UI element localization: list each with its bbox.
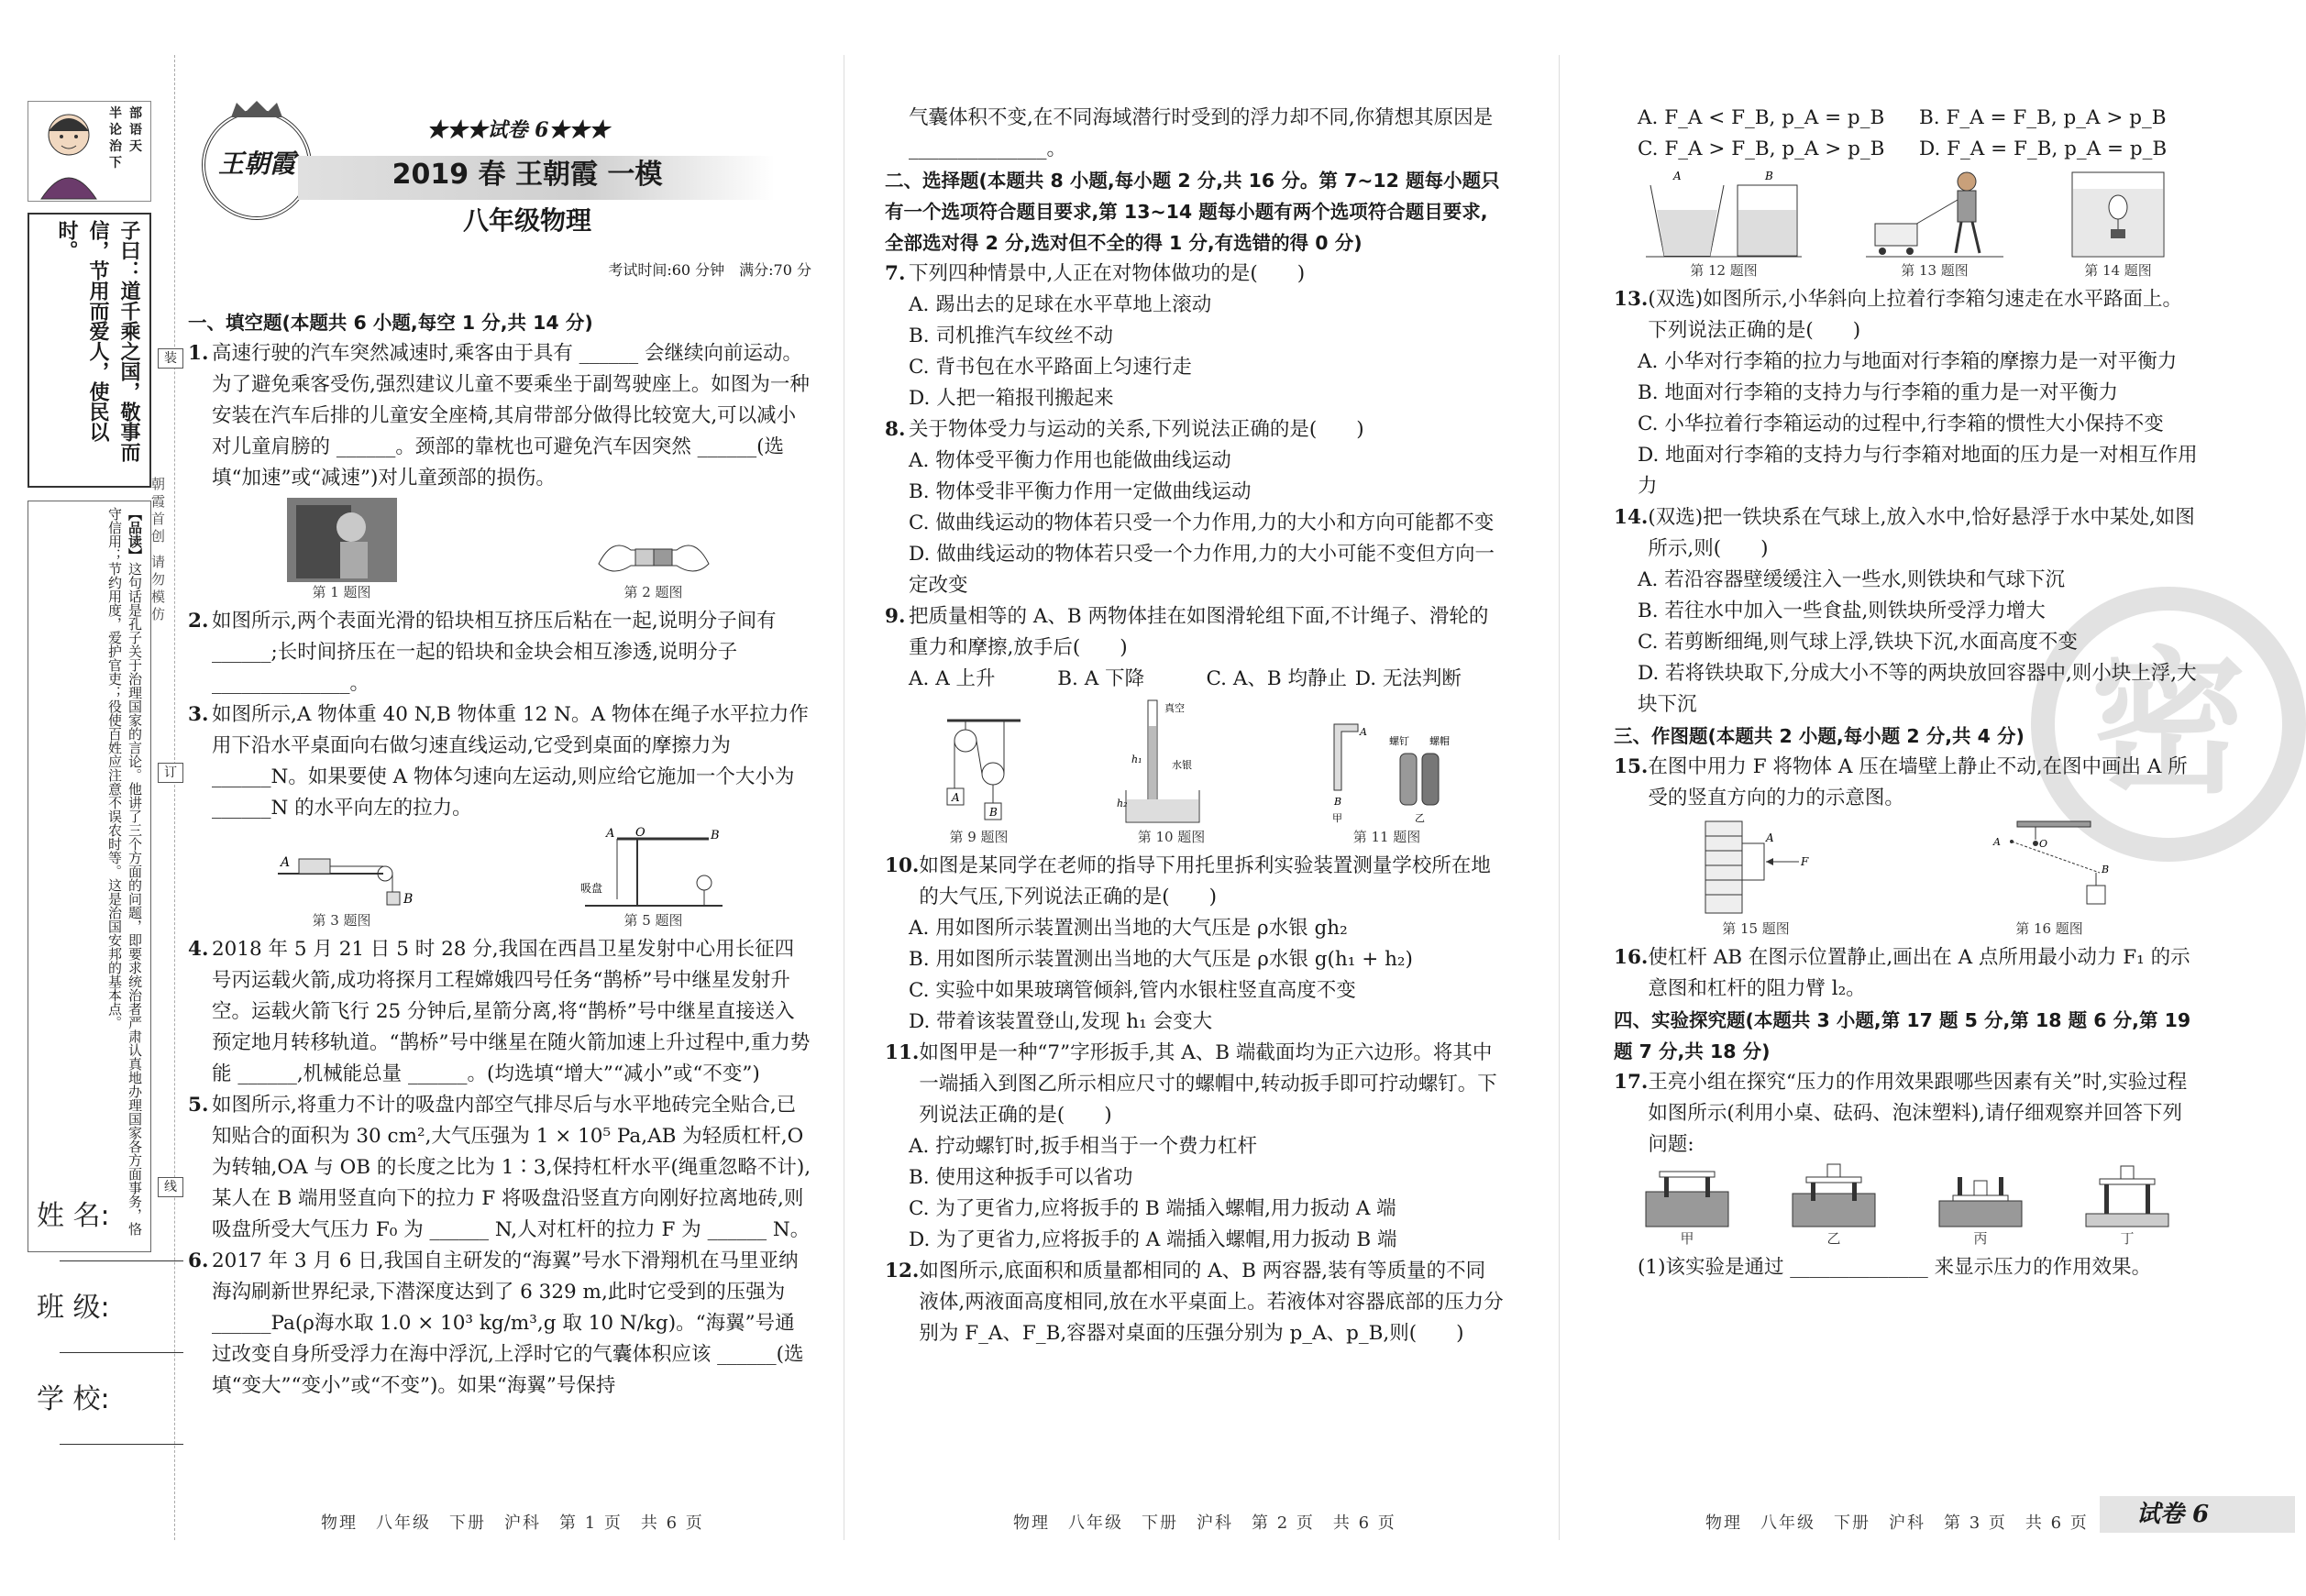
fig-label: 螺钉 — [1388, 735, 1409, 747]
column-2 — [885, 103, 1504, 1349]
section-heading: 四、实验探究题(本题共 3 小题,第 17 题 5 分,第 18 题 6 分,第 19 题 7 分,共 18 分) — [1614, 1009, 2191, 1062]
column-1 — [188, 307, 811, 1402]
balloon-iron-diagram — [2068, 169, 2168, 260]
option[interactable]: D. 为了更省力,应将扳手的 A 端插入螺帽,用力扳动 B 端 — [909, 1228, 1397, 1251]
question-number: 8. — [885, 418, 906, 441]
fig-label: O — [634, 826, 645, 840]
fig-label: B — [988, 806, 998, 819]
options-grid — [1614, 103, 2201, 165]
question-14 — [1614, 502, 2201, 565]
fig-label: B — [1333, 796, 1341, 808]
question-number: 15. — [1614, 755, 1649, 778]
lever-diagram — [1981, 818, 2118, 919]
fig-label: F — [1801, 855, 1809, 868]
question-number: 6. — [188, 1249, 209, 1272]
option[interactable]: B. 用如图所示装置测出当地的大气压是 ρ水银 g(h₁ + h₂) — [909, 948, 1413, 971]
figure-caption: 丙 — [1973, 1230, 1988, 1247]
figure-17-jia — [1637, 1164, 1738, 1249]
question-number: 5. — [188, 1094, 209, 1117]
question-text: 下列四种情景中,人正在对物体做功的是( ) — [909, 262, 1306, 285]
badge-char: 治 — [109, 139, 122, 154]
option[interactable]: A. A 上升 — [909, 667, 996, 690]
school-label: 学 校: — [37, 1383, 110, 1415]
question-text: 如图甲是一种“7”字形扳手,其 A、B 端截面均为正六边形。将其中一端插入到图乙所示相应尺寸的螺帽中,转动扳手即可拧动螺钉。下列说法正确的是( ) — [919, 1041, 1497, 1127]
figure-17-bing — [1930, 1164, 2031, 1249]
figure-caption: 丁 — [2120, 1230, 2135, 1247]
option[interactable]: C. 背书包在水平路面上匀速行走 — [909, 356, 1192, 379]
badge-char: 部 — [129, 106, 142, 121]
option[interactable]: A. 拧动螺钉时,扳手相当于一个费力杠杆 — [909, 1135, 1258, 1158]
seal-char: 装 — [158, 348, 183, 369]
question-11 — [885, 1038, 1504, 1131]
question-2 — [188, 606, 811, 699]
option[interactable]: C. 若剪断细绳,则气球上浮,铁块下沉,水面高度不变 — [1638, 631, 2078, 654]
figure-13 — [1866, 169, 2003, 281]
fig-label: A — [1766, 831, 1774, 844]
question-number: 9. — [885, 605, 906, 628]
option[interactable]: D. 带着该装置登山,发现 h₁ 会变大 — [909, 1010, 1213, 1033]
page-subtitle: 八年级物理 — [462, 205, 591, 236]
corner-label-text: 试卷 6 — [2136, 1501, 2210, 1528]
table-weight-foam-icon — [1783, 1164, 1884, 1228]
figure-1 — [287, 498, 397, 602]
question-17 — [1614, 1067, 2201, 1161]
figure-row — [1614, 169, 2201, 281]
option[interactable]: A. 若沿容器壁缓缓注入一些水,则铁块和气球下沉 — [1638, 568, 2066, 591]
option[interactable]: D. 做曲线运动的物体若只受一个力作用,力的大小可能不变但方向一定改变 — [909, 543, 1495, 597]
logo-crown-icon — [229, 99, 284, 119]
option[interactable]: C. A、B 均静止 — [1206, 667, 1348, 690]
option[interactable]: B. F_A = F_B, p_A > p_B — [1919, 106, 2167, 129]
question-6 — [188, 1246, 811, 1402]
question-15 — [1614, 752, 2201, 814]
options-row — [885, 664, 1504, 695]
question-13 — [1614, 284, 2201, 347]
figure-caption: 第 1 题图 — [312, 584, 371, 600]
pulley-system-diagram — [929, 717, 1030, 827]
table-foam-icon — [1637, 1164, 1738, 1228]
badge-char: 语 — [129, 123, 142, 138]
option[interactable]: A. 小华对行李箱的拉力与地面对行李箱的摩擦力是一对平衡力 — [1638, 350, 2178, 373]
header-banner: ★★★试卷 6★★★ — [426, 118, 610, 142]
question-text: 关于物体受力与运动的关系,下列说法正确的是( ) — [909, 418, 1364, 441]
figure-caption: 第 11 题图 — [1352, 829, 1421, 845]
fig-label: 甲 — [1331, 812, 1342, 824]
question-8 — [885, 414, 1504, 446]
figure-caption: 第 15 题图 — [1722, 920, 1790, 937]
option[interactable]: A. F_A < F_B, p_A = p_B — [1638, 106, 1885, 129]
option[interactable]: D. 无法判断 — [1354, 667, 1462, 690]
figure-row — [885, 699, 1504, 847]
question-text: (双选)如图所示,小华斜向上拉着行李箱匀速走在水平路面上。下列说法正确的是( ) — [1648, 288, 2183, 342]
question-number: 12. — [885, 1260, 920, 1282]
figure-16 — [1981, 818, 2118, 939]
option[interactable]: C. 小华拉着行李箱运动的过程中,行李箱的惯性大小保持不变 — [1638, 413, 2164, 435]
fig-label: B — [403, 892, 413, 907]
option[interactable]: B. A 下降 — [1057, 667, 1145, 690]
fig-label: 乙 — [1414, 812, 1425, 824]
exam-info: 考试时间:60 分钟 满分:70 分 — [608, 261, 811, 279]
figure-caption: 第 10 题图 — [1137, 829, 1206, 845]
question-number: 3. — [188, 703, 209, 726]
question-16 — [1614, 942, 2201, 1005]
question-text: 高速行驶的汽车突然减速时,乘客由于具有 ______ 会继续向前运动。为了避免乘客受伤,强烈建议儿童不要乘坐于副驾驶座上。如图为一种安装在汽车后排的儿童安全座椅,其肩带部分做得比较宽大,可以减小对儿童肩膀的 ______。颈部的靠枕也可避免汽车因突然 ______(选填“加速”或“减速”)对儿童颈部的损伤。 — [212, 342, 810, 490]
figure-3 — [273, 846, 411, 930]
figure-5 — [580, 828, 727, 930]
figure-caption: 第 2 题图 — [623, 584, 683, 600]
section-heading: 二、选择题(本题共 8 小题,每小题 2 分,共 16 分。第 7~12 题每小题只有一个选项符合题目要求,第 13~14 题每小题有两个选项符合题目要求,全部选对得 2 分,选对但不全的得 1 分,有选错的得 0 分) — [885, 170, 1500, 254]
figure-caption: 第 3 题图 — [312, 912, 371, 929]
side-note: 朝霞首创 请勿模仿 — [149, 477, 166, 624]
figure-caption: 第 9 题图 — [949, 829, 1009, 845]
option[interactable]: B. 地面对行李箱的支持力与行李箱的重力是一对平衡力 — [1638, 381, 2118, 404]
option[interactable]: D. 人把一箱报刊搬起来 — [909, 387, 1114, 410]
pindu-text: 这句话是孔子关于治理国家的言论。他讲了三个方面的问题，即要求统治者严肃认真地办理国家各方面事务，恪守信用；节约用度，爱护官吏；役使百姓应注意不误农时等。这是治国安邦的基本点。 — [106, 507, 143, 1236]
option[interactable]: B. 使用这种扳手可以省功 — [909, 1166, 1133, 1189]
question-4 — [188, 934, 811, 1090]
question-number: 4. — [188, 938, 209, 961]
option[interactable]: A. 踢出去的足球在水平草地上滚动 — [909, 293, 1212, 316]
question-number: 11. — [885, 1041, 920, 1064]
figure-14 — [2068, 169, 2168, 281]
page-footer: 物理 八年级 下册 沪科 第 3 页 共 6 页 — [1705, 1513, 2089, 1533]
figure-15 — [1696, 818, 1815, 939]
question-number: 10. — [885, 854, 920, 877]
question-number: 1. — [188, 342, 209, 365]
lever-suction-diagram — [580, 828, 727, 910]
page-footer: 物理 八年级 下册 沪科 第 1 页 共 6 页 — [321, 1513, 704, 1533]
containers-diagram — [1646, 169, 1802, 260]
question-17-part-1: (1)该实验是通过 ______________ 来显示压力的作用效果。 — [1638, 1256, 2152, 1279]
figure-10 — [1117, 699, 1227, 847]
page-footer: 物理 八年级 下册 沪科 第 2 页 共 6 页 — [1013, 1513, 1396, 1533]
figure-row — [1614, 818, 2201, 939]
figure-caption: 第 12 题图 — [1690, 262, 1758, 279]
option[interactable]: D. 若将铁块取下,分成大小不等的两块放回容器中,则小块上浮,大块下沉 — [1638, 662, 2197, 716]
fig-label: B — [710, 829, 720, 842]
sidebar — [28, 101, 156, 1568]
fig-label: A — [1673, 170, 1682, 182]
question-9 — [885, 601, 1504, 664]
fig-label: 水银 — [1171, 759, 1192, 771]
figure-caption: 第 5 题图 — [623, 912, 683, 929]
figure-caption: 甲 — [1680, 1230, 1694, 1247]
column-3 — [1614, 103, 2201, 1283]
figure-caption: 第 14 题图 — [2084, 262, 2152, 279]
option[interactable]: B. 司机推汽车纹丝不动 — [909, 325, 1113, 347]
brick-wall-diagram — [1696, 818, 1815, 919]
fig-label: O — [2039, 838, 2048, 850]
question-text: 气囊体积不变,在不同海域潜行时受到的浮力却不同,你猜想其原因是 ______________。 — [909, 106, 1494, 160]
question-3 — [188, 699, 811, 824]
seal-char: 线 — [158, 1177, 183, 1197]
page-title: 2019 春 王朝霞 一模 — [392, 159, 663, 191]
pulley-table-diagram — [273, 846, 411, 910]
girl-suitcase-icon — [1866, 169, 2003, 260]
name-label: 姓 名: — [37, 1200, 110, 1232]
scholar-portrait-icon — [30, 104, 108, 201]
section-heading: 一、填空题(本题共 6 小题,每空 1 分,共 14 分) — [188, 312, 593, 334]
corner-label — [2100, 1496, 2295, 1533]
question-number: 13. — [1614, 288, 1649, 311]
figure-12 — [1646, 169, 1802, 281]
option[interactable]: C. 做曲线运动的物体若只受一个力作用,力的大小和方向可能都不变 — [909, 512, 1495, 534]
question-number: 7. — [885, 262, 906, 285]
fig-label: A — [280, 855, 290, 870]
figure-17-ding — [2077, 1164, 2178, 1249]
question-text: 如图所示,A 物体重 40 N,B 物体重 12 N。A 物体在绳子水平拉力作用下沿水平桌面向右做匀速直线运动,它受到桌面的摩擦力为 ______N。如果要使 A 物体匀速向左运动,则应给它施加一个大小为 ______N 的水平向左的拉力。 — [212, 703, 809, 820]
pindu-label: 【品读】 — [127, 507, 143, 562]
figure-row — [188, 828, 811, 930]
fig-label: h₂ — [1116, 798, 1127, 809]
fig-label: 螺帽 — [1429, 735, 1450, 747]
question-5 — [188, 1090, 811, 1246]
figure-11 — [1314, 717, 1461, 847]
option[interactable]: D. F_A = F_B, p_A = p_B — [1919, 138, 2168, 160]
question-1 — [188, 338, 811, 494]
sidebar-badge — [28, 101, 151, 202]
fig-label: A — [1359, 726, 1367, 738]
header — [188, 101, 811, 279]
question-number: 2. — [188, 610, 209, 633]
child-car-seat-photo-icon — [287, 498, 397, 582]
figure-caption: 第 13 题图 — [1901, 262, 1969, 279]
figure-17-yi — [1783, 1164, 1884, 1249]
badge-char: 天 — [129, 139, 142, 154]
class-field[interactable] — [60, 1352, 183, 1353]
question-7 — [885, 259, 1504, 290]
option[interactable]: C. 为了更省力,应将扳手的 B 端插入螺帽,用力扳动 A 端 — [909, 1197, 1396, 1220]
question-12 — [885, 1256, 1504, 1349]
question-text: 如图是某同学在老师的指导下用托里拆利实验装置测量学校所在地的大气压,下列说法正确的是( ) — [919, 854, 1491, 908]
class-label: 班 级: — [37, 1292, 110, 1324]
option[interactable]: C. F_A > F_B, p_A > p_B — [1638, 138, 1885, 160]
figure-2 — [594, 527, 713, 602]
option[interactable]: A. 物体受平衡力作用也能做曲线运动 — [909, 449, 1231, 472]
figure-caption: 乙 — [1826, 1230, 1841, 1247]
option[interactable]: D. 地面对行李箱的支持力与行李箱对地面的压力是一对相互作用力 — [1638, 444, 2198, 498]
figure-row — [1614, 1164, 2201, 1249]
name-field[interactable] — [60, 1260, 183, 1261]
table-weight-board-icon — [2077, 1164, 2178, 1228]
question-text: 把质量相等的 A、B 两物体挂在如图滑轮组下面,不计绳子、滑轮的重力和摩擦,放手后( ) — [909, 605, 1489, 659]
question-text: 2017 年 3 月 6 日,我国自主研发的“海翼”号水下滑翔机在马里亚纳海沟刷新世界纪录,下潜深度达到了 6 329 m,此时它受到的压强为 ______Pa(ρ海水取 1.0 × 10³ kg/m³,g 取 10 N/kg)。“海翼”号通过改变自身所受浮力在海中浮沉,上浮时它的气囊体积应该 ______(选填“变大”“变小”或“不变”)。如果“海翼”号保持 — [212, 1249, 804, 1397]
figure-9 — [929, 717, 1030, 847]
question-text: (双选)把一铁块系在气球上,放入水中,恰好悬浮于水中某处,如图所示,则( ) — [1648, 506, 2195, 560]
option[interactable]: C. 实验中如果玻璃管倾斜,管内水银柱竖直高度不变 — [909, 979, 1356, 1002]
question-text: 王亮小组在探究“压力的作用效果跟哪些因素有关”时,实验过程如图所示(利用小桌、砝码、泡沫塑料),请仔细观察并回答下列问题: — [1648, 1071, 2188, 1156]
logo-text: 王朝霞 — [217, 149, 295, 179]
question-text: 如图所示,两个表面光滑的铅块相互挤压后粘在一起,说明分子间有 ______;长时间挤压在一起的铅块和金块会相互渗透,说明分子 ______________。 — [212, 610, 777, 695]
column-divider — [1559, 55, 1560, 1540]
sidebar-quote: 子曰：道千乘之国，敬事而信，节用而爱人，使民以时。 — [28, 213, 151, 488]
question-text: 如图所示,底面积和质量都相同的 A、B 两容器,装有等质量的不同液体,两液面高度相同,放在水平桌面上。若液体对容器底部的压力分别为 F_A、F_B,容器对桌面的压强分别为 p_A、p_B,则( ) — [919, 1260, 1504, 1345]
question-number: 14. — [1614, 506, 1649, 529]
option[interactable]: B. 物体受非平衡力作用一定做曲线运动 — [909, 480, 1252, 503]
school-field[interactable] — [60, 1444, 183, 1445]
badge-char: 下 — [109, 156, 122, 171]
lead-blocks-icon — [594, 527, 713, 582]
badge-char: 论 — [109, 123, 122, 138]
question-10 — [885, 851, 1504, 913]
fig-label: A — [951, 791, 960, 804]
question-text: 在图中用力 F 将物体 A 压在墙壁上静止不动,在图中画出 A 所受的竖直方向的力的示意图。 — [1648, 755, 2188, 809]
question-text: 2018 年 5 月 21 日 5 时 28 分,我国在西昌卫星发射中心用长征四号丙运载火箭,成功将探月工程嫦娥四号任务“鹊桥”号中继星发射升空。运载火箭飞行 25 分钟后,星箭分离,将“鹊桥”号中继星直接送入预定地月转移轨道。“鹊桥”号中继星在随火箭加速上升过程中,重力势能 ______,机械能总量 ______。(均选填“增大”“减小”或“不变”) — [212, 938, 811, 1085]
fig-label: A — [605, 827, 614, 841]
question-number: 17. — [1614, 1071, 1649, 1094]
fig-label: A — [1993, 836, 2001, 848]
figure-caption: 第 16 题图 — [2015, 920, 2083, 937]
question-number: 16. — [1614, 946, 1649, 969]
inverted-table-foam-icon — [1930, 1164, 2031, 1228]
fig-label: B — [2102, 864, 2110, 875]
question-text: 使杠杆 AB 在图示位置静止,画出在 A 点所用最小动力 F₁ 的示意图和杠杆的阻力臂 l₂。 — [1648, 946, 2190, 1000]
fig-label: 吸盘 — [579, 882, 602, 895]
logo — [202, 110, 312, 220]
binding-seal — [158, 348, 183, 1197]
torricelli-diagram — [1117, 699, 1227, 827]
seal-char: 订 — [158, 763, 183, 783]
sidebar-pindu — [28, 501, 151, 1252]
stamp-char: 密 — [2090, 633, 2246, 815]
section-heading: 三、作图题(本题共 2 小题,每小题 2 分,共 4 分) — [1614, 725, 2025, 747]
question-text: 如图所示,将重力不计的吸盘内部空气排尽后与水平地砖完全贴合,已知贴合的面积为 30 cm²,大气压强为 1 × 10⁵ Pa,AB 为轻质杠杆,O 为转轴,OA 与 OB 的长度之比为 1∶3,保持杠杆水平(绳重忽略不计),某人在 B 端用竖直向下的拉力 F 将吸盘沿竖直方向刚好拉离地砖,则吸盘所受大气压力 F₀ 为 ______ N,人对杠杆的拉力 F 为 ______ N。 — [212, 1094, 811, 1241]
option[interactable]: B. 若往水中加入一些食盐,则铁块所受浮力增大 — [1638, 600, 2046, 622]
fig-label: 真空 — [1164, 702, 1185, 714]
option[interactable]: A. 用如图所示装置测出当地的大气压是 ρ水银 gh₂ — [909, 917, 1348, 940]
badge-char: 半 — [109, 106, 122, 121]
wrench-diagram — [1314, 717, 1461, 827]
figure-row — [188, 498, 811, 602]
fig-label: B — [1765, 170, 1773, 182]
fig-label: h₁ — [1131, 754, 1142, 765]
